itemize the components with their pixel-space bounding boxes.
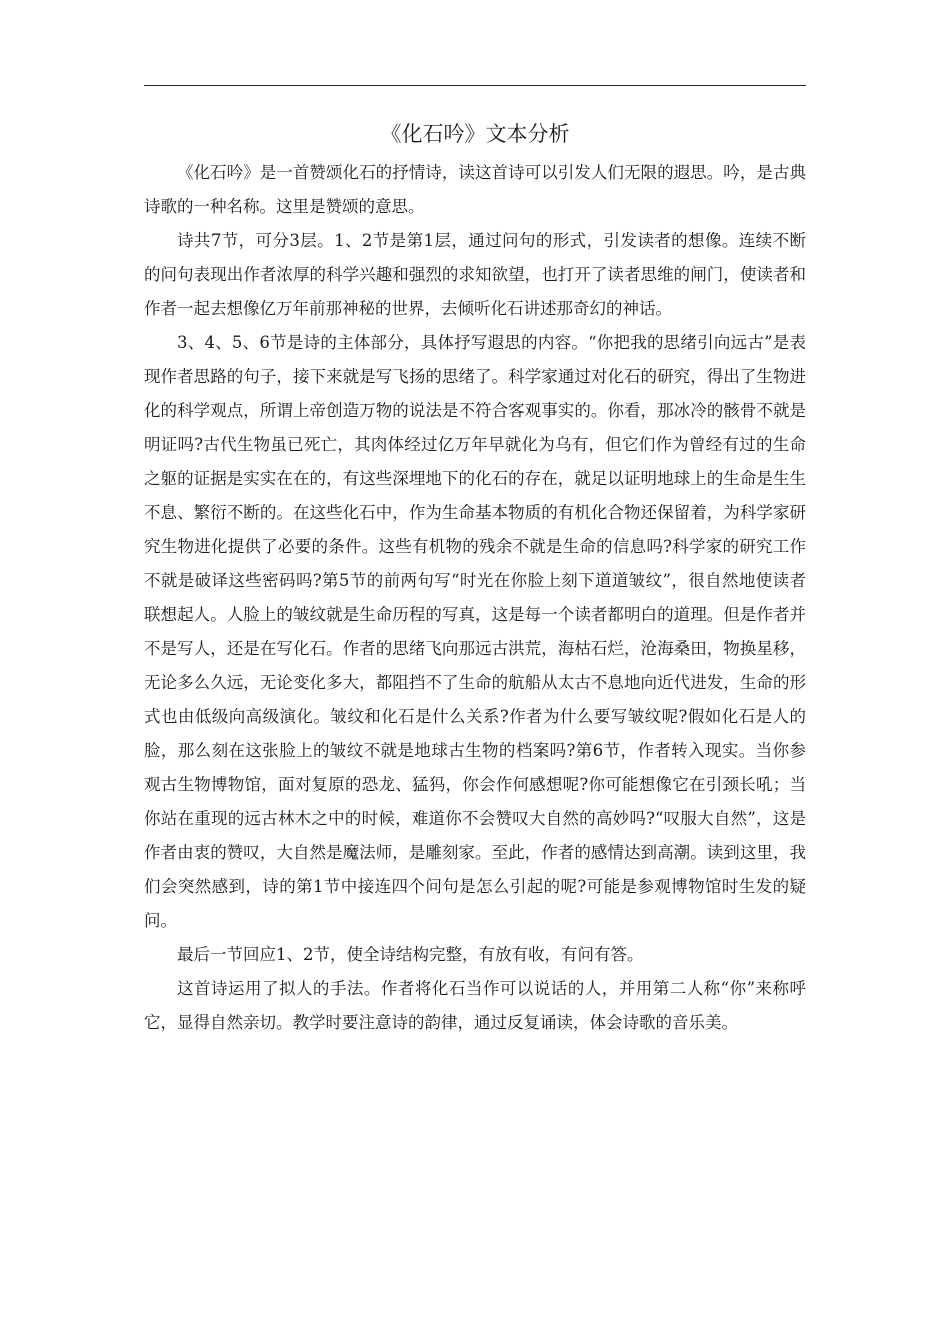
header-rule — [144, 85, 806, 86]
paragraph-ending: 最后一节回应1、2节，使全诗结构完整，有放有收，有问有答。 — [177, 945, 644, 964]
paragraph-technique: 这首诗运用了拟人的手法。作者将化石当作可以说话的人，并用第二人称“你”来称呼它，显得自然亲切。教学时要注意诗的韵律，通过反复诵读，体会诗歌的音乐美。 — [144, 979, 806, 1032]
document-body — [144, 156, 806, 1040]
paragraph-structure: 诗共7节，可分3层。1、2节是第1层，通过问句的形式，引发读者的想像。连续不断的问句表现出作者浓厚的科学兴趣和强烈的求知欲望，也打开了读者思维的闸门，使读者和作者一起去想像亿万年前那神秘的世界，去倾听化石讲述那奇幻的神话。 — [144, 231, 806, 318]
document-title: 《化石吟》文本分析 — [380, 122, 570, 146]
paragraph-main-body: 3、4、5、6节是诗的主体部分，具体抒写遐思的内容。“你把我的思绪引向远古”是表现作者思路的句子，接下来就是写飞扬的思绪了。科学家通过对化石的研究，得出了生物进化的科学观点，所谓上帝创造万物的说法是不符合客观事实的。你看，那冰冷的骸骨不就是明证吗?古代生物虽已死亡，其肉体经过亿万年早就化为乌有，但它们作为曾经有过的生命之躯的证据是实实在在的，有这些深埋地下的化石的存在，就足以证明地球上的生命是生生不息、繁衍不断的。在这些化石中，作为生命基本物质的有机化合物还保留着，为科学家研究生物进化提供了必要的条件。这些有机物的残余不就是生命的信息吗?科学家的研究工作不就是破译这些密码吗?第5节的前两句写“时光在你脸上刻下道道皱纹”，很自然地使读者联想起人。人脸上的皱纹就是生命历程的写真，这是每一个读者都明白的道理。但是作者并不是写人，还是在写化石。作者的思绪飞向那远古洪荒，海枯石烂，沧海桑田，物换星移，无论多么久远，无论变化多大，都阻挡不了生命的航船从太古不息地向近代进发，生命的形式也由低级向高级演化。皱纹和化石是什么关系?作者为什么要写皱纹呢?假如化石是人的脸，那么刻在这张脸上的皱纹不就是地球古生物的档案吗?第6节，作者转入现实。当你参观古生物博物馆，面对复原的恐龙、猛犸，你会作何感想呢?你可能想像它在引颈长吼；当你站在重现的远古林木之中的时候，难道你不会赞叹大自然的高妙吗?“叹服大自然”，这是作者由衷的赞叹，大自然是魔法师，是雕刻家。至此，作者的感情达到高潮。读到这里，我们会突然感到，诗的第1节中接连四个问句是怎么引起的呢?可能是参观博物馆时生发的疑问。 — [144, 333, 806, 930]
paragraph-intro: 《化石吟》是一首赞颂化石的抒情诗，读这首诗可以引发人们无限的遐思。吟，是古典诗歌的一种名称。这里是赞颂的意思。 — [144, 163, 806, 216]
